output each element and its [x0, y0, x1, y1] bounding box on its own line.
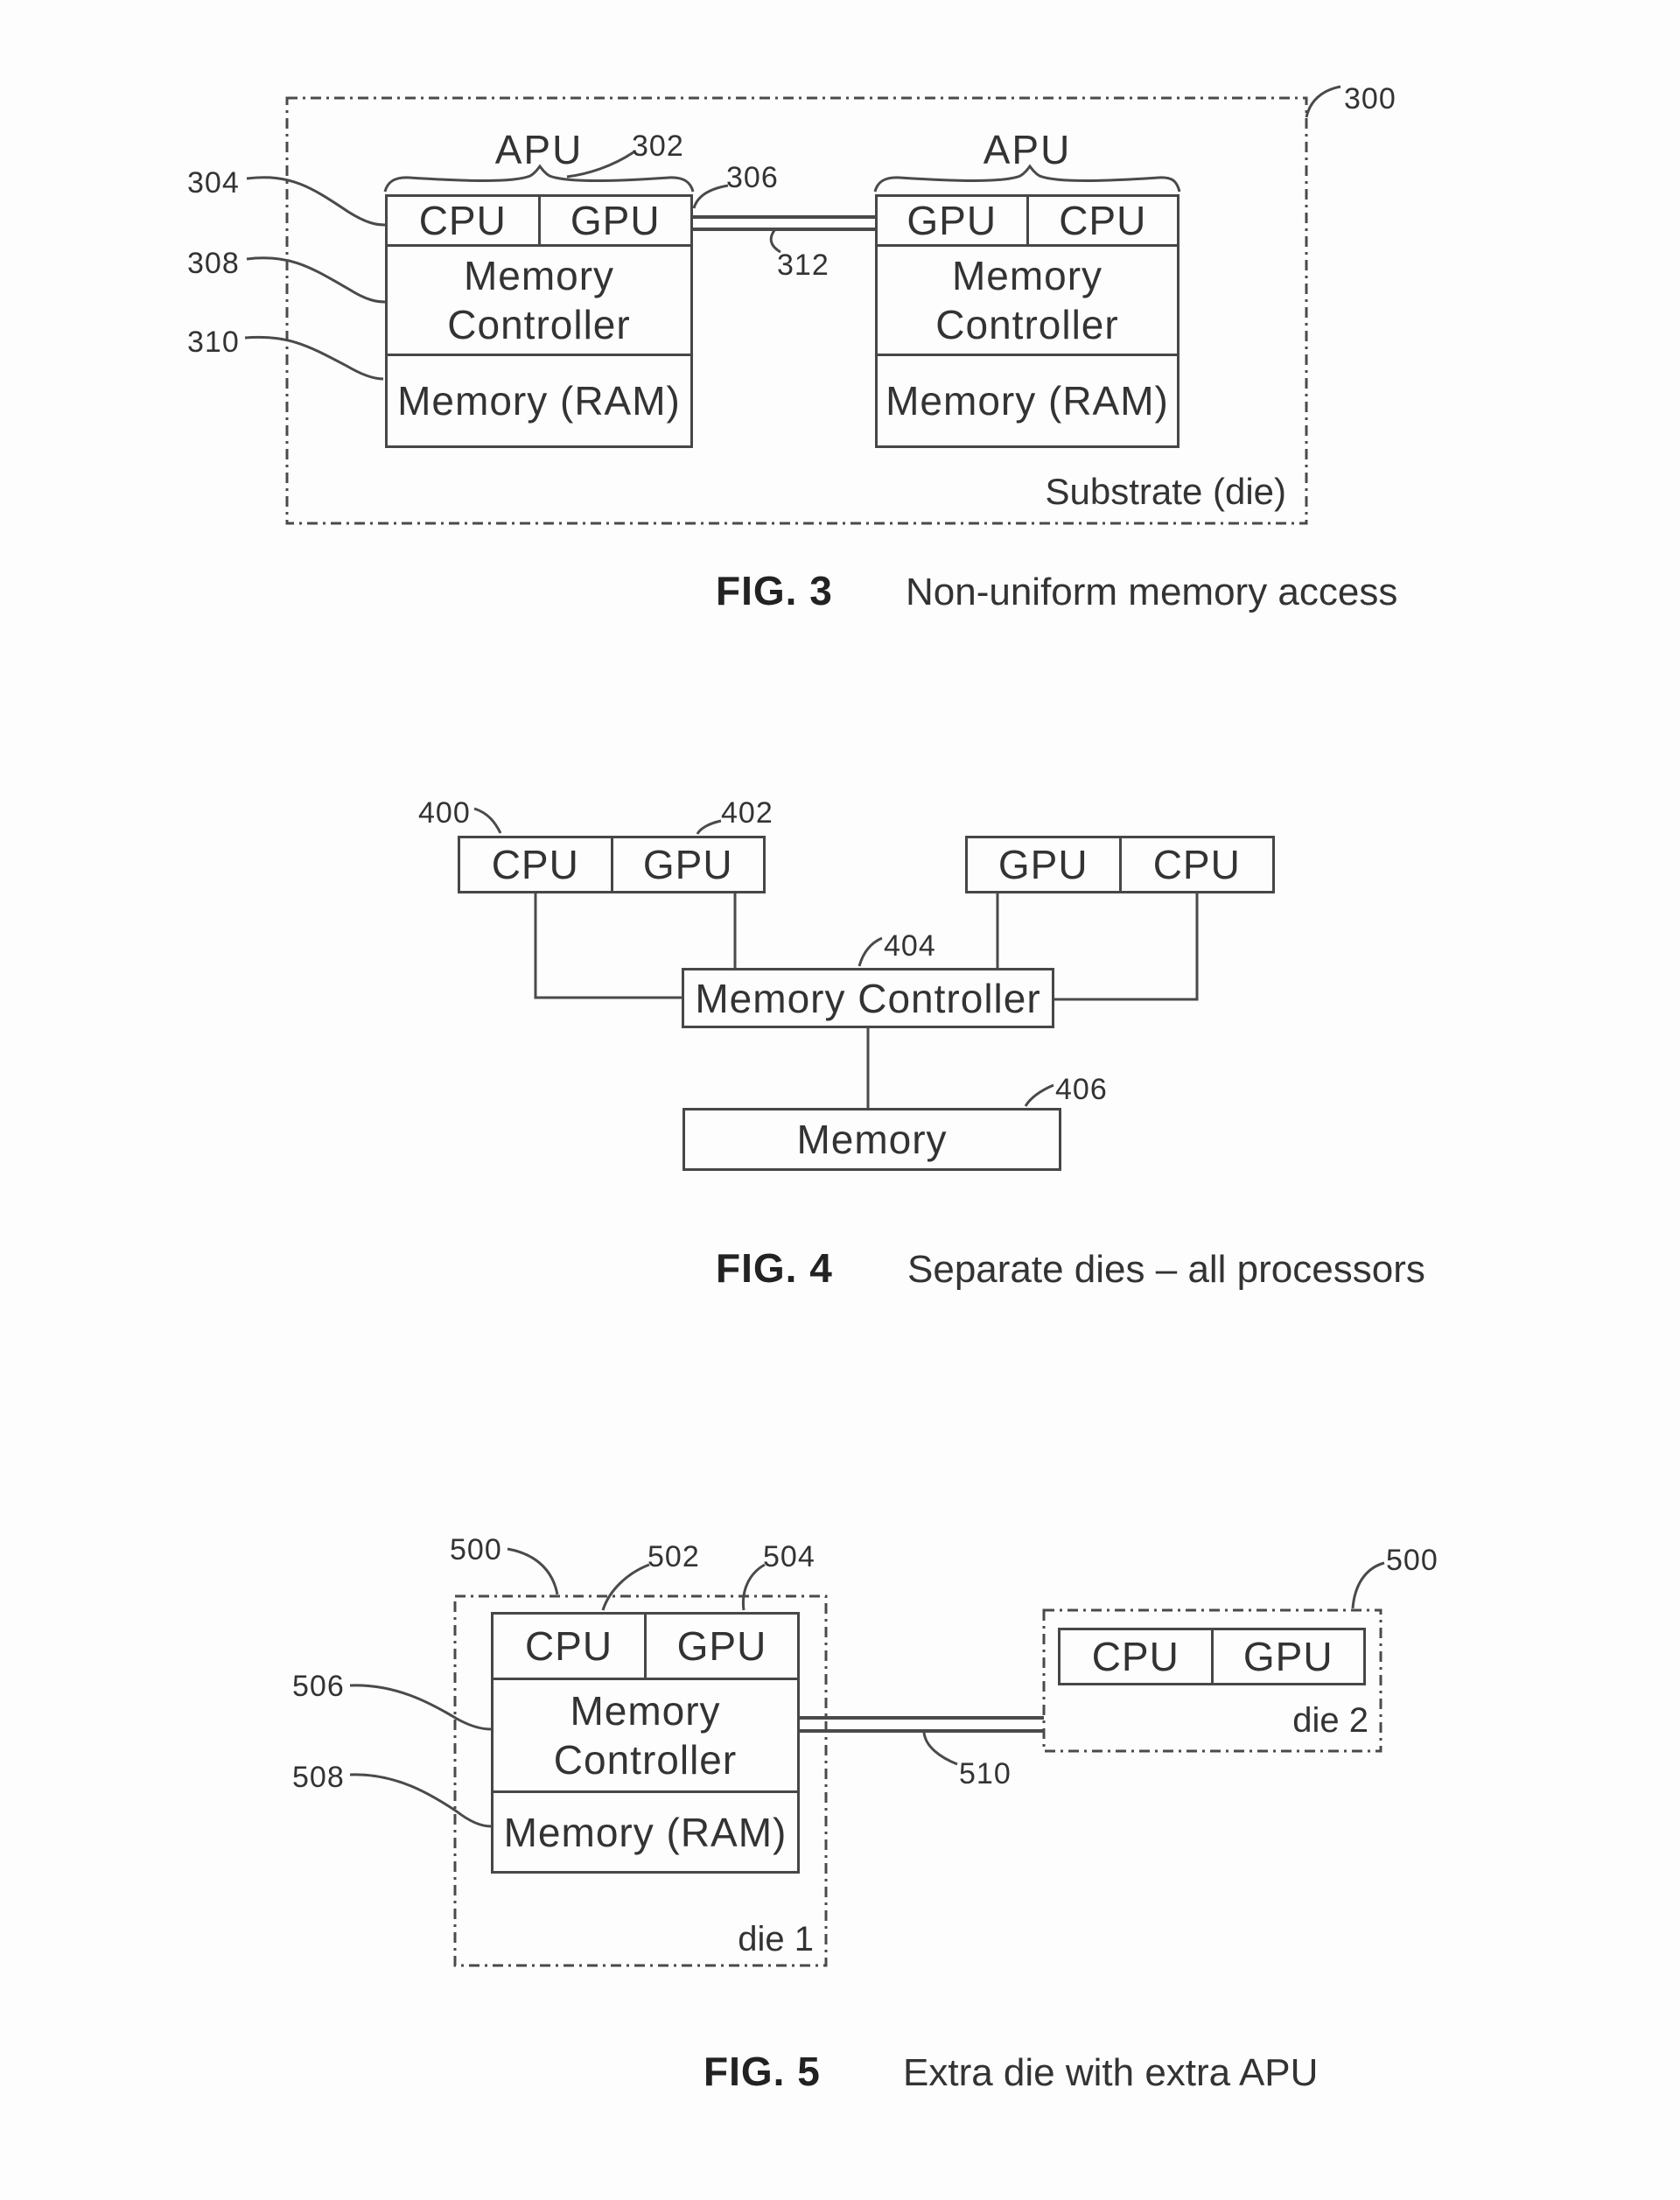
- fig3-leader-308: [247, 258, 385, 302]
- fig4-right-cpu-cell: CPU: [1119, 838, 1273, 891]
- memory-controller-label-line1: Memory: [463, 253, 615, 298]
- fig3-right-apu-box: [875, 194, 1180, 448]
- fig4-memory-controller-box: Memory Controller: [682, 968, 1054, 1028]
- fig4-leader-406: [1026, 1085, 1054, 1106]
- fig5-leader-510: [924, 1733, 957, 1764]
- fig5-leader-500-right: [1353, 1563, 1384, 1608]
- fig3-ref-308: 308: [187, 247, 240, 280]
- fig5-leader-500-left: [508, 1549, 557, 1594]
- fig3-caption-number: FIG. 3: [716, 568, 833, 613]
- memory-controller-label-line1: Memory: [951, 253, 1103, 298]
- fig3-ref-306: 306: [726, 161, 779, 194]
- fig3-left-apu-processor-row: [388, 197, 690, 244]
- fig3-left-apu-memory-controller: [388, 244, 690, 354]
- fig5-ref-510: 510: [959, 1757, 1012, 1790]
- fig3-bus-312: [693, 217, 875, 229]
- fig5-ref-502: 502: [648, 1540, 700, 1573]
- memory-controller-label-line1: Memory: [570, 1688, 721, 1734]
- fig4-conn-right-cpu: [1054, 893, 1197, 999]
- fig3-caption-text: Non-uniform memory access: [906, 571, 1398, 613]
- fig3-right-apu-gpu-cell: GPU: [906, 198, 998, 243]
- fig5-leader-502: [603, 1565, 649, 1610]
- fig3-ref-304: 304: [187, 166, 240, 200]
- fig5-die2-gpu-cell: GPU: [1211, 1630, 1364, 1683]
- memory-controller-label-line2: Controller: [553, 1737, 738, 1783]
- fig4-left-gpu-cell: GPU: [611, 838, 764, 891]
- fig3-right-apu-ram: Memory (RAM): [878, 354, 1177, 445]
- fig5-die2-processor-box: [1058, 1628, 1366, 1685]
- fig4-leader-404: [859, 938, 882, 966]
- fig5-die1-apu-box: [491, 1612, 800, 1874]
- fig4-memory-box: Memory: [682, 1108, 1061, 1171]
- fig3-leader-304: [247, 178, 385, 225]
- fig5-leader-506: [350, 1685, 491, 1729]
- fig5-bus-510: [800, 1718, 1044, 1731]
- fig4-left-processor-box: [458, 836, 766, 893]
- fig5-ref-500-right: 500: [1386, 1544, 1438, 1577]
- fig3-ref-310: 310: [187, 326, 240, 359]
- fig3-right-apu-cpu-cell: CPU: [1026, 197, 1178, 244]
- fig4-left-cpu-cell: CPU: [491, 842, 579, 887]
- fig4-caption-number: FIG. 4: [716, 1245, 833, 1291]
- fig5-die1-memory-controller: [494, 1678, 797, 1790]
- fig4-ref-404: 404: [884, 929, 936, 963]
- fig5-ref-508: 508: [292, 1761, 345, 1794]
- fig4-leader-400: [474, 809, 500, 833]
- memory-controller-label-line2: Controller: [447, 302, 631, 347]
- fig3-left-apu-gpu-cell: GPU: [538, 197, 691, 244]
- fig5-ref-500-left: 500: [450, 1533, 502, 1566]
- fig3-right-apu-processor-row: [878, 197, 1177, 244]
- fig3-leader-300: [1306, 87, 1340, 117]
- fig3-right-apu-memory-controller: [878, 244, 1177, 354]
- fig5-leader-508: [350, 1775, 491, 1826]
- fig3-right-apu-title: APU: [983, 127, 1072, 172]
- fig3-left-apu-cpu-cell: CPU: [418, 198, 507, 243]
- fig4-leader-402: [697, 821, 721, 834]
- fig5-caption-text: Extra die with extra APU: [903, 2051, 1319, 2094]
- fig4-right-processor-box: [965, 836, 1275, 893]
- fig4-ref-400: 400: [418, 796, 471, 830]
- fig3-left-apu-box: [385, 194, 693, 448]
- fig4-ref-406: 406: [1055, 1073, 1108, 1106]
- fig4-conn-left-cpu: [536, 893, 682, 998]
- fig4-right-gpu-cell: GPU: [998, 842, 1088, 887]
- fig5-die1-ram: Memory (RAM): [494, 1790, 797, 1871]
- fig5-ref-504: 504: [763, 1540, 816, 1573]
- fig3-substrate-label: Substrate (die): [1045, 471, 1286, 512]
- fig3-leader-306: [694, 186, 728, 208]
- fig3-ref-312: 312: [777, 249, 830, 282]
- fig5-die1-label: die 1: [738, 1920, 814, 1958]
- fig5-die2-cpu-cell: CPU: [1091, 1634, 1180, 1679]
- fig3-leader-310: [245, 337, 383, 379]
- fig5-die1-processor-row: [494, 1615, 797, 1678]
- fig4-ref-402: 402: [721, 796, 774, 830]
- memory-controller-label-line2: Controller: [935, 302, 1119, 347]
- fig5-die2-label: die 2: [1292, 1701, 1368, 1740]
- fig5-caption-number: FIG. 5: [704, 2049, 821, 2094]
- fig3-left-apu-title: APU: [494, 127, 584, 172]
- fig5-die1-cpu-cell: CPU: [524, 1623, 613, 1669]
- fig4-caption-text: Separate dies – all processors: [907, 1248, 1425, 1291]
- fig3-ref-302: 302: [632, 130, 684, 163]
- fig5-die1-gpu-cell: GPU: [644, 1615, 797, 1678]
- fig3-ref-300: 300: [1344, 82, 1396, 116]
- fig5-leader-504: [743, 1565, 765, 1610]
- fig5-ref-506: 506: [292, 1670, 345, 1703]
- fig3-left-apu-ram: Memory (RAM): [388, 354, 690, 445]
